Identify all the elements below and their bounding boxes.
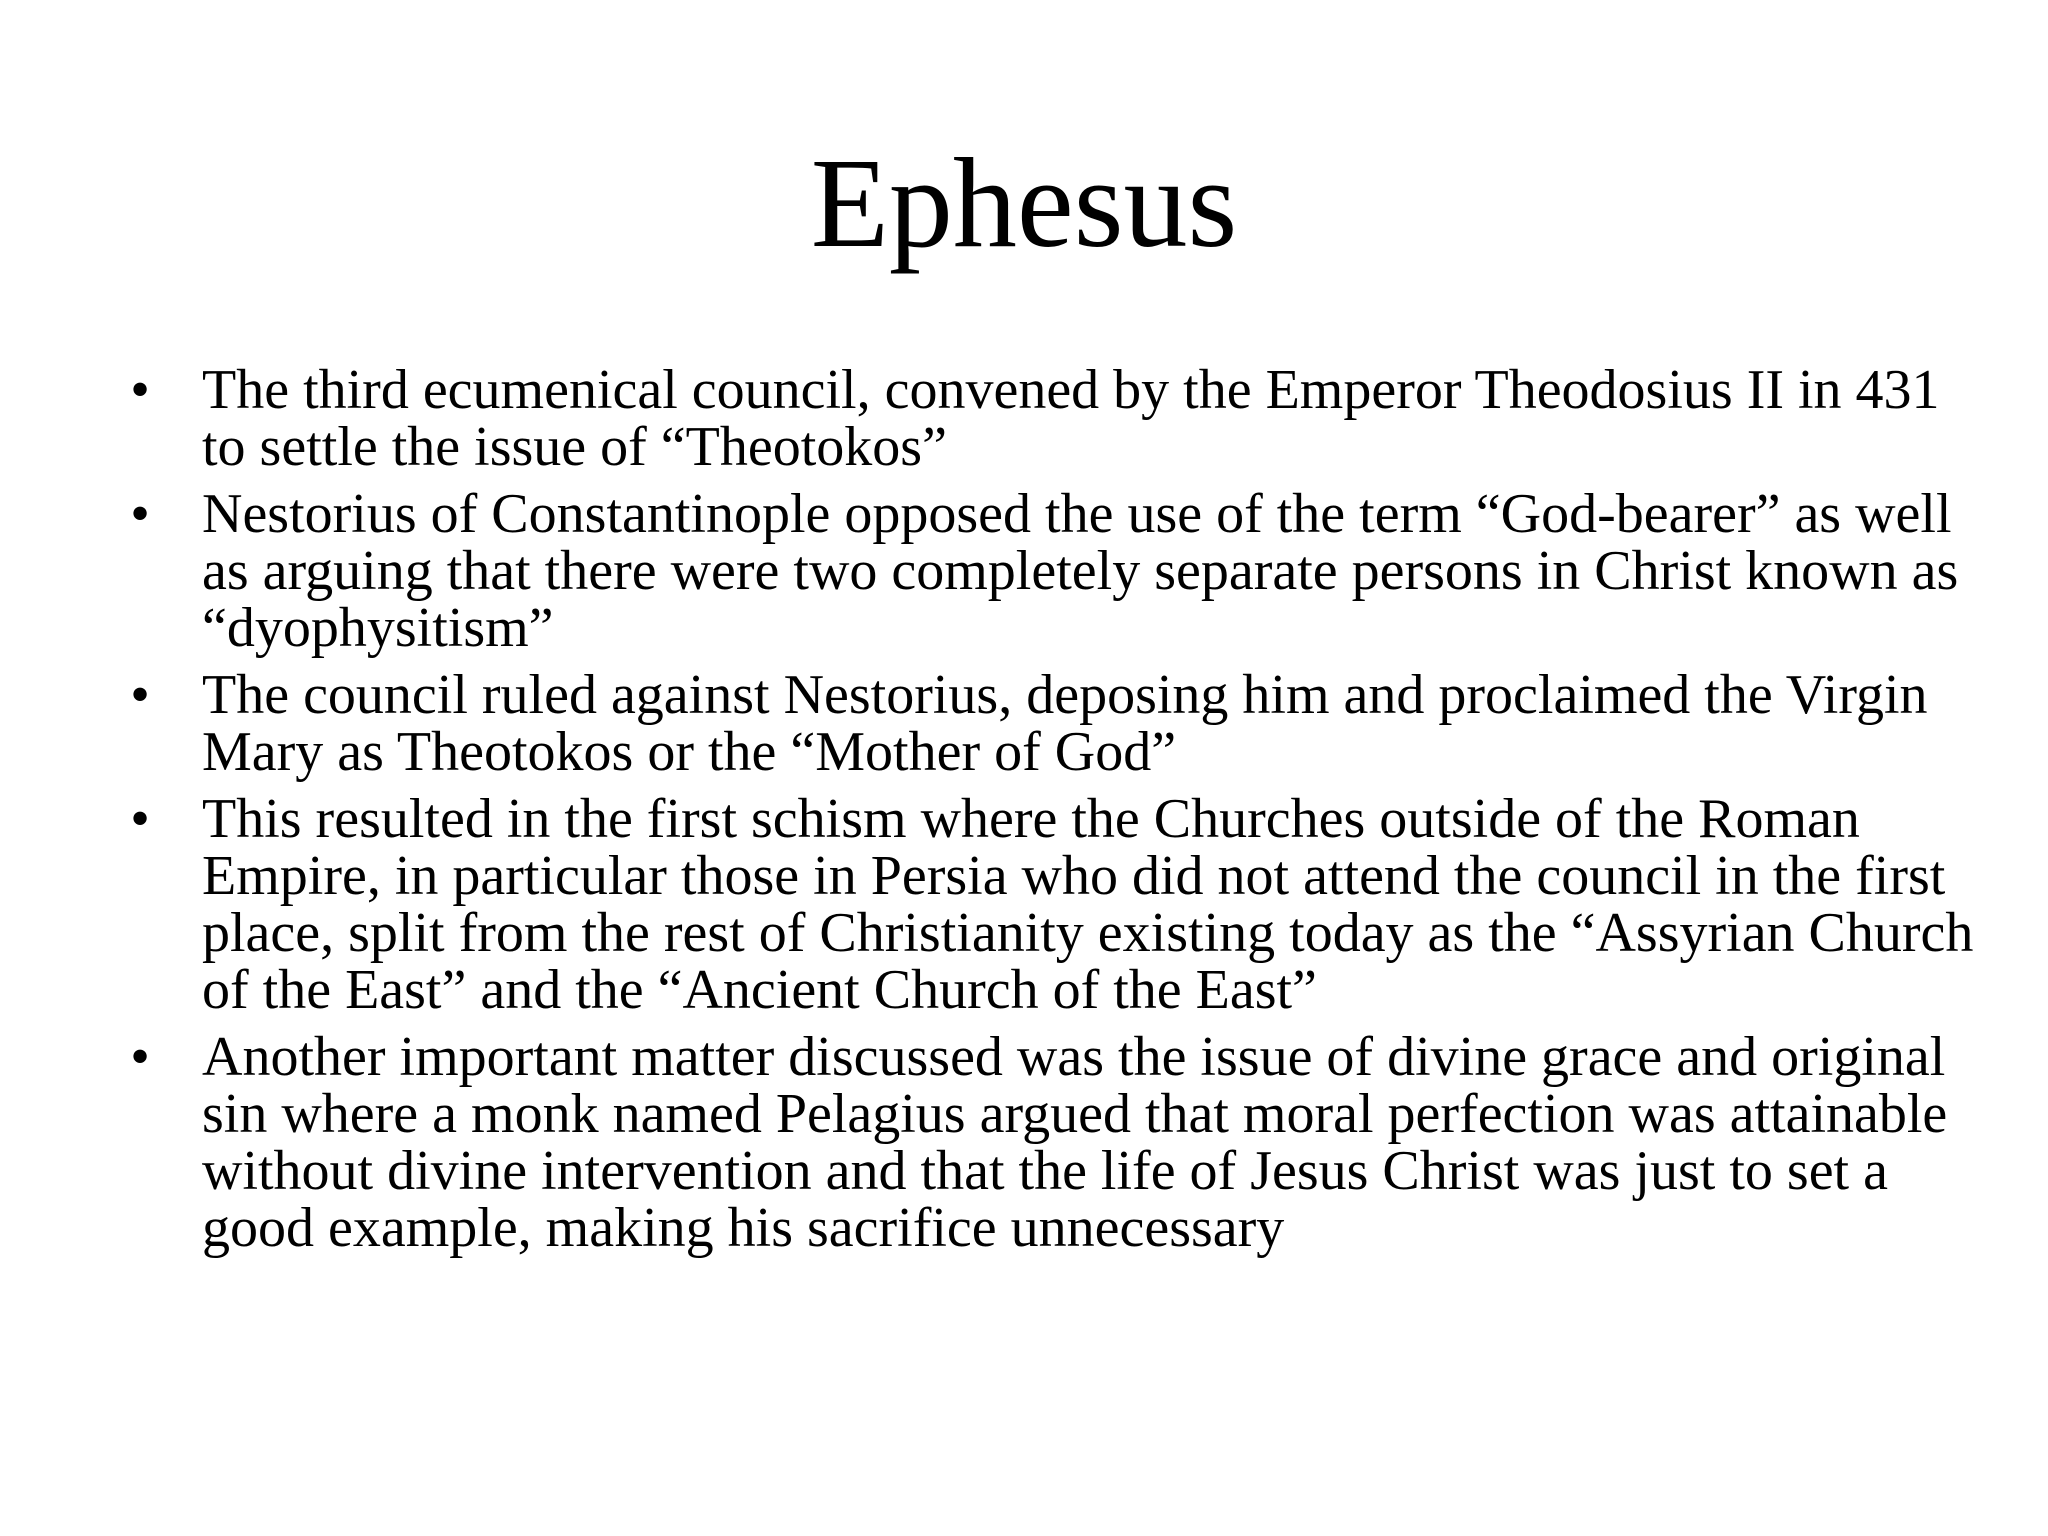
bullet-text: This resulted in the first schism where the Churches outside of the Roman Empire, in particular those in Persia who did not attend the council in the first place, split from the rest of Christianity existing today as the “Assyrian Church of the East” and the “Ancient Church of the East” [202,788,1974,1021]
bullet-item [120,788,1980,1021]
bullet-icon: • [130,1026,150,1088]
bullet-text: Nestorius of Constantinople opposed the use of the term “God-bearer” as well as arguing that there were two completely separate persons in Christ known as “dyophysitism” [202,483,1959,659]
bullet-text: The council ruled against Nestorius, deposing him and proclaimed the Virgin Mary as Theotokos or the “Mother of God” [202,664,1928,783]
bullet-item [120,483,1980,659]
bullet-item [120,664,1980,783]
bullet-text: The third ecumenical council, convened by the Emperor Theodosius II in 431 to settle the issue of “Theotokos” [202,359,1940,478]
bullet-icon: • [130,664,150,726]
bullet-text: Another important matter discussed was the issue of divine grace and original sin where a monk named Pelagius argued that moral perfection was attainable without divine intervention and that the life of Jesus Christ was just to set a good example, making his sacrifice unnecessary [202,1026,1948,1259]
bullet-icon: • [130,788,150,850]
bullet-list [120,359,1980,1267]
bullet-icon: • [130,359,150,421]
slide-title: Ephesus [810,132,1238,274]
bullet-item [120,1026,1980,1259]
bullet-icon: • [130,483,150,545]
bullet-item [120,359,1980,478]
